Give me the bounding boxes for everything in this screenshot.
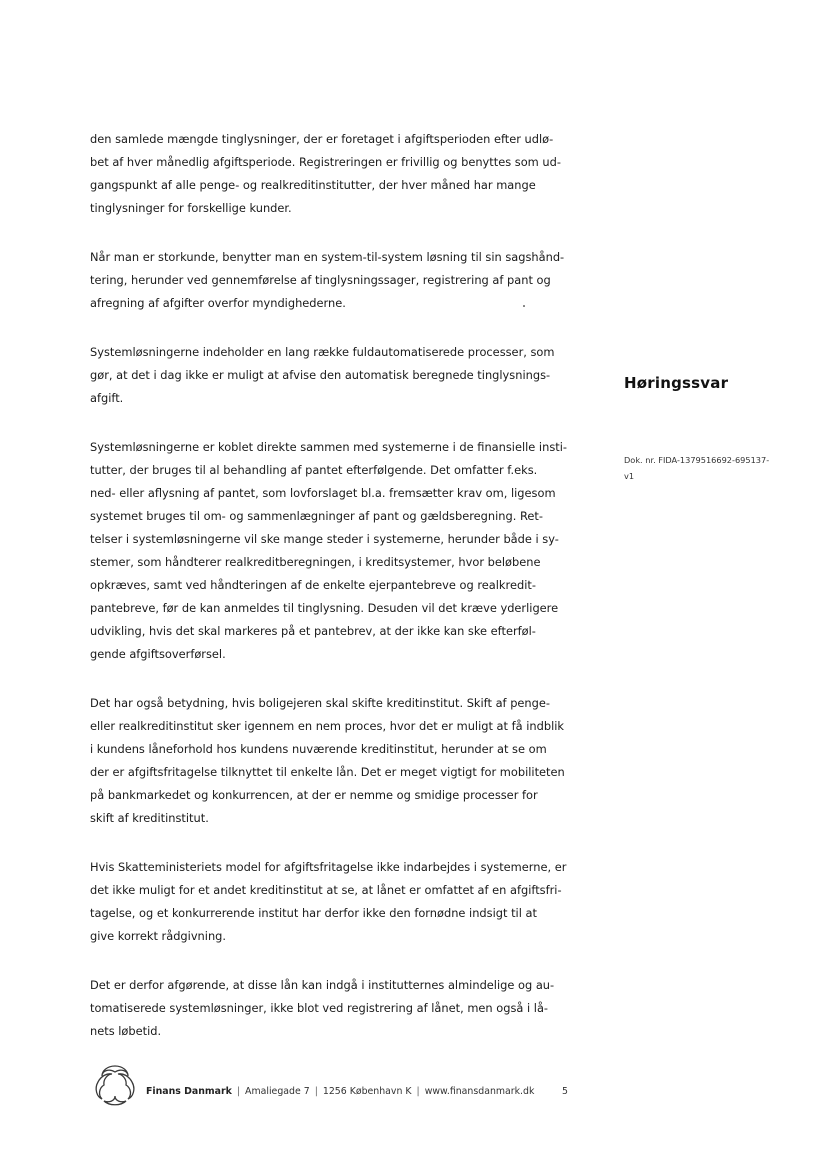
text-line: gende afgiftsoverførsel. xyxy=(90,647,226,661)
text-line: nets løbetid. xyxy=(90,1024,162,1038)
paragraph xyxy=(90,436,570,666)
finans-danmark-logo-icon xyxy=(92,1062,138,1108)
text-line: ned- eller aflysning af pantet, som lovforslaget bl.a. fremsætter krav om, ligesom xyxy=(90,486,556,500)
paragraph xyxy=(90,856,570,948)
text-line: Systemløsningerne er koblet direkte sammen med systemerne i de finansielle insti- xyxy=(90,440,567,454)
footer-city: 1256 København K xyxy=(322,1086,412,1097)
text-line: Det har også betydning, hvis boligejeren skal skifte kreditinstitut. Skift af penge- xyxy=(90,696,550,710)
paragraph xyxy=(90,128,570,220)
text-line: eller realkreditinstitut sker igennem en nem proces, hvor det er muligt at få indblik xyxy=(90,719,565,733)
footer-separator: | xyxy=(314,1086,318,1097)
text-line: gør, at det i dag ikke er muligt at afvise den automatisk beregnede tinglysnings- xyxy=(90,368,551,382)
page-number: 5 xyxy=(562,1086,568,1097)
text-line: tomatiserede systemløsninger, ikke blot ved registrering af lånet, men også i lå- xyxy=(90,1001,549,1015)
footer-contact xyxy=(146,1086,534,1097)
text-line: Hvis Skatteministeriets model for afgiftsfritagelse ikke indarbejdes i systemerne, er xyxy=(90,860,567,874)
document-reference-line: Dok. nr. FIDA-1379516692-695137- xyxy=(624,455,770,465)
text-line: gangspunkt af alle penge- og realkreditinstitutter, der hver måned har mange xyxy=(90,178,536,192)
text-line: der er afgiftsfritagelse tilknyttet til enkelte lån. Det er meget vigtigt for mobiliteten xyxy=(90,765,565,779)
text-line: Det er derfor afgørende, at disse lån kan indgå i institutternes almindelige og au- xyxy=(90,978,555,992)
document-reference xyxy=(624,452,794,484)
text-line: pantebreve, før de kan anmeldes til tinglysning. Desuden vil det kræve yderligere xyxy=(90,601,559,615)
text-line: stemer, som håndterer realkreditberegningen, i kreditsystemer, hvor beløbene xyxy=(90,555,541,569)
stray-mark xyxy=(523,305,525,307)
footer-separator: | xyxy=(236,1086,241,1097)
footer-brand: Finans Danmark xyxy=(146,1086,232,1097)
text-line: tering, herunder ved gennemførelse af tinglysningssager, registrering af pant og xyxy=(90,273,551,287)
main-content xyxy=(90,128,570,1069)
text-line: afgift. xyxy=(90,391,124,405)
footer-separator: | xyxy=(416,1086,420,1097)
footer-address: Amaliegade 7 xyxy=(245,1086,310,1097)
page-footer xyxy=(92,1062,612,1122)
text-line: det ikke muligt for et andet kreditinstitut at se, at lånet er omfattet af en afgiftsfri- xyxy=(90,883,562,897)
footer-website-link[interactable]: www.finansdanmark.dk xyxy=(424,1086,535,1097)
text-line: bet af hver månedlig afgiftsperiode. Registreringen er frivillig og benyttes som ud- xyxy=(90,155,561,169)
text-line: Systemløsningerne indeholder en lang række fuldautomatiserede processer, som xyxy=(90,345,555,359)
paragraph xyxy=(90,692,570,830)
text-line: give korrekt rådgivning. xyxy=(90,929,227,943)
paragraph xyxy=(90,974,570,1043)
text-line: i kundens låneforhold hos kundens nuværende kreditinstitut, herunder at se om xyxy=(90,742,547,756)
paragraph xyxy=(90,341,570,410)
text-line: tinglysninger for forskellige kunder. xyxy=(90,201,292,215)
text-line: på bankmarkedet og konkurrencen, at der er nemme og smidige processer for xyxy=(90,788,538,802)
paragraph xyxy=(90,246,570,315)
text-line: Når man er storkunde, benytter man en system-til-system løsning til sin sagshånd- xyxy=(90,250,565,264)
text-line: den samlede mængde tinglysninger, der er foretaget i afgiftsperioden efter udlø- xyxy=(90,132,554,146)
text-line: skift af kreditinstitut. xyxy=(90,811,209,825)
text-line: tutter, der bruges til al behandling af pantet efterfølgende. Det omfatter f.eks. xyxy=(90,463,538,477)
text-line: afregning af afgifter overfor myndighederne. xyxy=(90,296,346,310)
document-type-heading: Høringssvar xyxy=(624,374,729,392)
text-line: tagelse, og et konkurrerende institut har derfor ikke den fornødne indsigt til at xyxy=(90,906,537,920)
text-line: telser i systemløsningerne vil ske mange steder i systemerne, herunder både i sy- xyxy=(90,532,559,546)
document-reference-line: v1 xyxy=(624,471,635,481)
text-line: udvikling, hvis det skal markeres på et pantebrev, at der ikke kan ske efterføl- xyxy=(90,624,536,638)
text-line: opkræves, samt ved håndteringen af de enkelte ejerpantebreve og realkredit- xyxy=(90,578,536,592)
text-line: systemet bruges til om- og sammenlægninger af pant og gældsberegning. Ret- xyxy=(90,509,543,523)
